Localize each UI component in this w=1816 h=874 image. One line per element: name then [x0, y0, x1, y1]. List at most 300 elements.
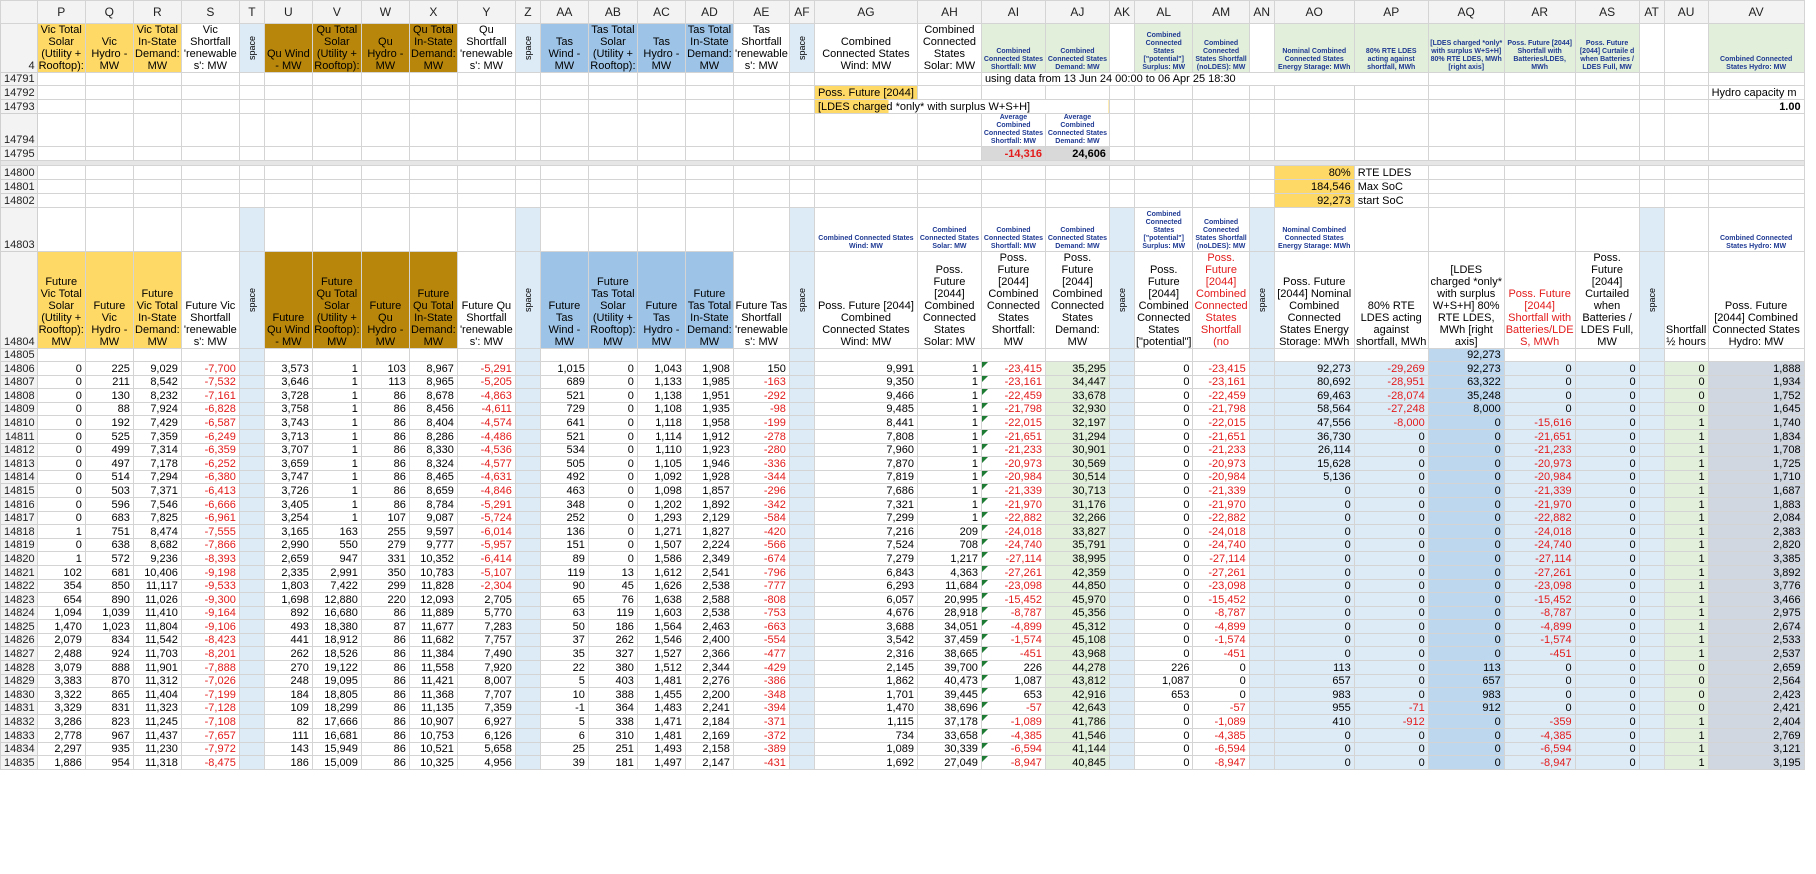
cell-p[interactable]: 654: [37, 593, 85, 607]
cell-am[interactable]: -22,015: [1193, 416, 1249, 430]
cell-ae[interactable]: -98: [733, 402, 789, 416]
row-header[interactable]: 14808: [1, 389, 38, 403]
cell-ao[interactable]: 0: [1274, 593, 1354, 607]
cell-am[interactable]: -24,018: [1193, 525, 1249, 539]
cell-s[interactable]: -7,199: [181, 688, 239, 702]
cell-al[interactable]: 0: [1134, 525, 1193, 539]
header-aa[interactable]: Tas Wind - MW: [540, 24, 588, 73]
cell-ah[interactable]: 209: [917, 525, 981, 539]
cell-al[interactable]: 653: [1134, 688, 1193, 702]
cell-aa[interactable]: 10: [540, 688, 588, 702]
cell[interactable]: [917, 194, 981, 208]
cell-ac[interactable]: 1,471: [637, 715, 685, 729]
row-header[interactable]: 14818: [1, 525, 38, 539]
sub-header-ai[interactable]: Combined Connected States Shortfall: MW: [981, 208, 1045, 252]
row-header[interactable]: 14832: [1, 715, 38, 729]
cell[interactable]: [1708, 147, 1804, 161]
cell-av[interactable]: 1,687: [1708, 484, 1804, 498]
cell-aj[interactable]: 30,713: [1045, 484, 1109, 498]
cell[interactable]: [515, 100, 540, 114]
cell[interactable]: [637, 114, 685, 147]
cell-q[interactable]: 192: [85, 416, 133, 430]
cell-y[interactable]: -4,846: [457, 484, 515, 498]
cell-w[interactable]: 299: [361, 579, 409, 593]
cell-ad[interactable]: 2,541: [685, 565, 733, 579]
cell-v[interactable]: 1: [312, 470, 361, 484]
sub-header-ao[interactable]: Nominal Combined Connected States Energy Starage: MWh: [1274, 208, 1354, 252]
cell-s[interactable]: -9,198: [181, 565, 239, 579]
cell-ag[interactable]: 1,115: [814, 715, 917, 729]
cell-ar[interactable]: -21,970: [1504, 497, 1575, 511]
cell-ar[interactable]: -21,233: [1504, 443, 1575, 457]
cell-aq[interactable]: 0: [1428, 756, 1504, 770]
cell[interactable]: [1708, 73, 1804, 86]
cell-aj[interactable]: 44,278: [1045, 661, 1109, 675]
cell-ar[interactable]: 0: [1504, 362, 1575, 376]
cell-aj[interactable]: 41,786: [1045, 715, 1109, 729]
cell-am[interactable]: -22,459: [1193, 389, 1249, 403]
cell-r[interactable]: 11,410: [133, 606, 181, 620]
future-header-at[interactable]: [1639, 252, 1664, 349]
future-header-aj[interactable]: Poss. Future [2044] Combined Connected States Demand: MW: [1045, 252, 1109, 349]
cell-ae[interactable]: -342: [733, 497, 789, 511]
row-header[interactable]: 14793: [1, 100, 38, 114]
cell-au[interactable]: 0: [1664, 701, 1708, 715]
cell[interactable]: [814, 180, 917, 194]
cell[interactable]: [85, 86, 133, 100]
cell-w[interactable]: 350: [361, 565, 409, 579]
cell-aq[interactable]: 0: [1428, 538, 1504, 552]
cell-r[interactable]: 7,314: [133, 443, 181, 457]
cell[interactable]: [1249, 208, 1274, 252]
cell-ah[interactable]: 20,995: [917, 593, 981, 607]
cell[interactable]: [917, 114, 981, 147]
cell-as[interactable]: 0: [1575, 457, 1639, 471]
cell[interactable]: [264, 349, 312, 362]
cell-av[interactable]: 2,084: [1708, 511, 1804, 525]
cell-ae[interactable]: -344: [733, 470, 789, 484]
cell-ah[interactable]: 1: [917, 511, 981, 525]
cell-v[interactable]: 1: [312, 429, 361, 443]
cell-s[interactable]: -7,657: [181, 729, 239, 743]
cell-w[interactable]: 86: [361, 443, 409, 457]
cell-w[interactable]: 86: [361, 402, 409, 416]
column-header-av[interactable]: AV: [1708, 1, 1804, 24]
cell-al[interactable]: 0: [1134, 756, 1193, 770]
cell-u[interactable]: 3,659: [264, 457, 312, 471]
cell-q[interactable]: 890: [85, 593, 133, 607]
cell-v[interactable]: 1: [312, 416, 361, 430]
cell-ag[interactable]: 7,808: [814, 429, 917, 443]
cell[interactable]: [981, 180, 1045, 194]
cell-x[interactable]: 11,558: [409, 661, 457, 675]
cell[interactable]: [1354, 147, 1428, 161]
cell[interactable]: [1354, 86, 1428, 100]
cell[interactable]: [409, 349, 457, 362]
cell[interactable]: [37, 349, 85, 362]
cell-ab[interactable]: 0: [588, 525, 637, 539]
cell[interactable]: [361, 147, 409, 161]
cell[interactable]: [1274, 86, 1354, 100]
cell[interactable]: [1639, 208, 1664, 252]
cell-ai[interactable]: -6,594: [981, 742, 1045, 756]
cell-ab[interactable]: 0: [588, 552, 637, 566]
cell-ah[interactable]: 11,684: [917, 579, 981, 593]
cell-x[interactable]: 8,330: [409, 443, 457, 457]
cell-y[interactable]: -5,291: [457, 497, 515, 511]
cell-al[interactable]: 1,087: [1134, 674, 1193, 688]
cell-ab[interactable]: 13: [588, 565, 637, 579]
cell-ai[interactable]: -24,018: [981, 525, 1045, 539]
cell-aj[interactable]: 42,643: [1045, 701, 1109, 715]
cell-ai[interactable]: 653: [981, 688, 1045, 702]
cell-aj[interactable]: 31,294: [1045, 429, 1109, 443]
cell-au[interactable]: 0: [1664, 402, 1708, 416]
cell-ac[interactable]: 1,202: [637, 497, 685, 511]
cell-s[interactable]: -9,164: [181, 606, 239, 620]
cell-ah[interactable]: 39,700: [917, 661, 981, 675]
cell-ao[interactable]: 0: [1274, 511, 1354, 525]
cell[interactable]: [85, 349, 133, 362]
cell-r[interactable]: 8,542: [133, 375, 181, 389]
cell-ad[interactable]: 1,827: [685, 525, 733, 539]
cell-u[interactable]: 3,747: [264, 470, 312, 484]
cell[interactable]: [85, 147, 133, 161]
cell-r[interactable]: 11,703: [133, 647, 181, 661]
cell-s[interactable]: -8,423: [181, 633, 239, 647]
cell-am[interactable]: -57: [1193, 701, 1249, 715]
cell-ag[interactable]: 7,870: [814, 457, 917, 471]
row-header[interactable]: 14825: [1, 620, 38, 634]
header-p[interactable]: Vic Total Solar (Utility + Rooftop):: [38, 24, 84, 72]
cell[interactable]: [312, 114, 361, 147]
cell-y[interactable]: 2,705: [457, 593, 515, 607]
cell[interactable]: [637, 166, 685, 180]
cell-ar[interactable]: 0: [1504, 661, 1575, 675]
cell-u[interactable]: 82: [264, 715, 312, 729]
cell-y[interactable]: -5,107: [457, 565, 515, 579]
cell-aq[interactable]: 0: [1428, 729, 1504, 743]
cell-ab[interactable]: 0: [588, 511, 637, 525]
cell[interactable]: [733, 166, 789, 180]
cell-ai[interactable]: -8,787: [981, 606, 1045, 620]
cell[interactable]: [515, 147, 540, 161]
cell-v[interactable]: 18,380: [312, 620, 361, 634]
cell-ah[interactable]: 34,051: [917, 620, 981, 634]
cell-ag[interactable]: 7,279: [814, 552, 917, 566]
cell[interactable]: [181, 208, 239, 252]
cell[interactable]: [361, 349, 409, 362]
cell-au[interactable]: 1: [1664, 729, 1708, 743]
cell-p[interactable]: 0: [37, 457, 85, 471]
cell-ab[interactable]: 380: [588, 661, 637, 675]
cell[interactable]: [1193, 100, 1249, 114]
cell-ah[interactable]: 38,665: [917, 647, 981, 661]
cell[interactable]: [1664, 86, 1708, 100]
cell-s[interactable]: -7,026: [181, 674, 239, 688]
column-header-aq[interactable]: AQ: [1428, 1, 1504, 24]
cell-q[interactable]: 751: [85, 525, 133, 539]
header-y[interactable]: Qu Shortfall 'renewable s': MW: [457, 24, 515, 73]
cell-as[interactable]: 0: [1575, 470, 1639, 484]
cell-av[interactable]: 2,975: [1708, 606, 1804, 620]
cell[interactable]: [1428, 166, 1504, 180]
cell-ag[interactable]: 6,843: [814, 565, 917, 579]
cell-ac[interactable]: 1,293: [637, 511, 685, 525]
cell-ao[interactable]: 0: [1274, 729, 1354, 743]
cell-ar[interactable]: -20,984: [1504, 470, 1575, 484]
cell-ae[interactable]: -584: [733, 511, 789, 525]
cell-q[interactable]: 683: [85, 511, 133, 525]
cell-ar[interactable]: 0: [1504, 389, 1575, 403]
cell-u[interactable]: 1,698: [264, 593, 312, 607]
cell-x[interactable]: 10,521: [409, 742, 457, 756]
cell-ae[interactable]: -808: [733, 593, 789, 607]
cell-ai[interactable]: -21,651: [981, 429, 1045, 443]
cell-q[interactable]: 572: [85, 552, 133, 566]
cell-u[interactable]: 186: [264, 756, 312, 770]
header-ah[interactable]: Combined Connected States Solar: MW: [917, 24, 981, 73]
cell-r[interactable]: 7,371: [133, 484, 181, 498]
cell-ar[interactable]: -24,740: [1504, 538, 1575, 552]
cell-aa[interactable]: 63: [540, 606, 588, 620]
cell-ar[interactable]: -4,385: [1504, 729, 1575, 743]
column-header-t[interactable]: T: [239, 1, 264, 24]
cell-ar[interactable]: -15,616: [1504, 416, 1575, 430]
cell-ap[interactable]: 0: [1354, 606, 1428, 620]
row-header[interactable]: 14831: [1, 701, 38, 715]
cell-al[interactable]: 0: [1134, 620, 1193, 634]
cell-ab[interactable]: 181: [588, 756, 637, 770]
cell-ag[interactable]: 7,819: [814, 470, 917, 484]
cell-aq[interactable]: 0: [1428, 484, 1504, 498]
cell-w[interactable]: 331: [361, 552, 409, 566]
cell-p[interactable]: 1: [37, 552, 85, 566]
cell-q[interactable]: 924: [85, 647, 133, 661]
cell-aj[interactable]: 41,546: [1045, 729, 1109, 743]
cell-al[interactable]: 0: [1134, 389, 1193, 403]
cell-ac[interactable]: 1,118: [637, 416, 685, 430]
cell-u[interactable]: 109: [264, 701, 312, 715]
cell-al[interactable]: 0: [1134, 484, 1193, 498]
cell-aa[interactable]: 89: [540, 552, 588, 566]
cell-ap[interactable]: -912: [1354, 715, 1428, 729]
column-header-ah[interactable]: AH: [917, 1, 981, 24]
cell-v[interactable]: 1: [312, 457, 361, 471]
cell-aq[interactable]: 0: [1428, 633, 1504, 647]
cell-aa[interactable]: 5: [540, 674, 588, 688]
cell-am[interactable]: -15,452: [1193, 593, 1249, 607]
cell-q[interactable]: 888: [85, 661, 133, 675]
cell[interactable]: [1045, 349, 1109, 362]
cell-aq[interactable]: 35,248: [1428, 389, 1504, 403]
cell-y[interactable]: -5,957: [457, 538, 515, 552]
cell-y[interactable]: -4,863: [457, 389, 515, 403]
cell-am[interactable]: -21,651: [1193, 429, 1249, 443]
cell-ah[interactable]: 1: [917, 389, 981, 403]
cell[interactable]: [239, 114, 264, 147]
cell-am[interactable]: -1,574: [1193, 633, 1249, 647]
header-an[interactable]: [1249, 24, 1274, 73]
cell[interactable]: [37, 114, 85, 147]
cell-s[interactable]: -8,393: [181, 552, 239, 566]
cell-y[interactable]: -6,014: [457, 525, 515, 539]
cell-ah[interactable]: 1: [917, 429, 981, 443]
cell[interactable]: [733, 86, 789, 100]
cell[interactable]: [1504, 147, 1575, 161]
cell-q[interactable]: 1,023: [85, 620, 133, 634]
cell[interactable]: [789, 100, 814, 114]
cell-aj[interactable]: 32,930: [1045, 402, 1109, 416]
cell[interactable]: [1639, 100, 1664, 114]
cell-ad[interactable]: 1,958: [685, 416, 733, 430]
row-header[interactable]: 14816: [1, 497, 38, 511]
cell[interactable]: [1664, 180, 1708, 194]
header-u[interactable]: Qu Wind - MW: [264, 24, 312, 73]
cell[interactable]: [312, 147, 361, 161]
cell-r[interactable]: 8,474: [133, 525, 181, 539]
cell-au[interactable]: 1: [1664, 756, 1708, 770]
cell-al[interactable]: 0: [1134, 593, 1193, 607]
future-header-al[interactable]: Poss. Future [2044] Combined Connected States ["potential"]: [1134, 252, 1193, 349]
cell-av[interactable]: 1,710: [1708, 470, 1804, 484]
cell[interactable]: [264, 208, 312, 252]
cell[interactable]: [917, 166, 981, 180]
cell[interactable]: [37, 194, 85, 208]
cell-am[interactable]: -6,594: [1193, 742, 1249, 756]
cell-aq[interactable]: 0: [1428, 579, 1504, 593]
cell-w[interactable]: 87: [361, 620, 409, 634]
cell-v[interactable]: 18,912: [312, 633, 361, 647]
sub-header-am[interactable]: Combined Connected States Shortfall (noLDES): MW: [1193, 208, 1249, 252]
cell[interactable]: [1428, 194, 1504, 208]
cell[interactable]: [588, 114, 637, 147]
cell[interactable]: [457, 86, 515, 100]
cell-s[interactable]: -6,413: [181, 484, 239, 498]
cell-ai[interactable]: -20,984: [981, 470, 1045, 484]
cell-ac[interactable]: 1,481: [637, 729, 685, 743]
cell[interactable]: [409, 100, 457, 114]
cell-p[interactable]: 3,286: [37, 715, 85, 729]
cell-y[interactable]: 8,007: [457, 674, 515, 688]
cell-ab[interactable]: 327: [588, 647, 637, 661]
cell[interactable]: [685, 100, 733, 114]
row-header[interactable]: 14827: [1, 647, 38, 661]
cell-ar[interactable]: -451: [1504, 647, 1575, 661]
cell-as[interactable]: 0: [1575, 402, 1639, 416]
cell-as[interactable]: 0: [1575, 443, 1639, 457]
cell-ag[interactable]: 1,692: [814, 756, 917, 770]
cell-aa[interactable]: 252: [540, 511, 588, 525]
cell[interactable]: [37, 86, 85, 100]
cell-au[interactable]: 1: [1664, 633, 1708, 647]
cell-aq[interactable]: 983: [1428, 688, 1504, 702]
cell-w[interactable]: 86: [361, 715, 409, 729]
cell-am[interactable]: 0: [1193, 661, 1249, 675]
cell-y[interactable]: 5,770: [457, 606, 515, 620]
cell-ad[interactable]: 1,857: [685, 484, 733, 498]
cell-ai[interactable]: -15,452: [981, 593, 1045, 607]
cell-r[interactable]: 9,029: [133, 362, 181, 376]
cell[interactable]: [1354, 208, 1428, 252]
cell-ad[interactable]: 2,276: [685, 674, 733, 688]
cell[interactable]: [1504, 166, 1575, 180]
cell-y[interactable]: 6,927: [457, 715, 515, 729]
cell-ag[interactable]: 4,676: [814, 606, 917, 620]
cell-y[interactable]: -4,486: [457, 429, 515, 443]
avg-demand-label[interactable]: Average Combined Connected States Demand: MW: [1045, 114, 1109, 147]
cell-u[interactable]: 3,405: [264, 497, 312, 511]
cell-w[interactable]: 86: [361, 674, 409, 688]
cell-w[interactable]: 86: [361, 470, 409, 484]
cell-w[interactable]: 107: [361, 511, 409, 525]
cell-ac[interactable]: 1,612: [637, 565, 685, 579]
cell[interactable]: [515, 208, 540, 252]
cell[interactable]: [133, 100, 181, 114]
cell-ah[interactable]: 1: [917, 375, 981, 389]
cell-w[interactable]: 86: [361, 661, 409, 675]
cell[interactable]: [1428, 147, 1504, 161]
row-header[interactable]: 14809: [1, 402, 38, 416]
column-header-y[interactable]: Y: [457, 1, 515, 24]
cell[interactable]: [409, 147, 457, 161]
cell[interactable]: [312, 208, 361, 252]
cell-ac[interactable]: 1,481: [637, 674, 685, 688]
cell-w[interactable]: 86: [361, 742, 409, 756]
sub-header-al[interactable]: Combined Connected States ["potential"] Surplus: MW: [1134, 208, 1193, 252]
cell-ap[interactable]: 0: [1354, 579, 1428, 593]
cell-p[interactable]: 0: [37, 443, 85, 457]
cell-ag[interactable]: 6,293: [814, 579, 917, 593]
cell[interactable]: [1193, 114, 1249, 147]
cell-p[interactable]: 0: [37, 416, 85, 430]
hydro-capacity-label[interactable]: Hydro capacity m: [1708, 86, 1804, 100]
cell[interactable]: [1134, 114, 1193, 147]
cell-av[interactable]: 1,708: [1708, 443, 1804, 457]
cell-ah[interactable]: 708: [917, 538, 981, 552]
cell-ac[interactable]: 1,493: [637, 742, 685, 756]
cell[interactable]: [1249, 194, 1274, 208]
cell-x[interactable]: 10,352: [409, 552, 457, 566]
cell-ar[interactable]: -1,574: [1504, 633, 1575, 647]
cell-r[interactable]: 11,901: [133, 661, 181, 675]
cell-av[interactable]: 1,752: [1708, 389, 1804, 403]
header-w[interactable]: Qu Hydro - MW: [361, 24, 409, 73]
cell-ae[interactable]: -566: [733, 538, 789, 552]
future-header-ar[interactable]: Poss. Future [2044] Shortfall with Batteries/LDE S, MWh: [1504, 252, 1575, 349]
cell-s[interactable]: -7,972: [181, 742, 239, 756]
cell[interactable]: [1428, 73, 1504, 86]
cell-w[interactable]: 86: [361, 389, 409, 403]
row-header[interactable]: 14821: [1, 565, 38, 579]
cell-r[interactable]: 11,323: [133, 701, 181, 715]
cell[interactable]: [1428, 114, 1504, 147]
cell-s[interactable]: -6,380: [181, 470, 239, 484]
cell[interactable]: [1708, 114, 1804, 147]
cell-u[interactable]: 2,990: [264, 538, 312, 552]
cell-q[interactable]: 850: [85, 579, 133, 593]
cell[interactable]: [588, 208, 637, 252]
future-header-w[interactable]: Future Qu Hydro - MW: [361, 252, 409, 349]
cell-ar[interactable]: -23,098: [1504, 579, 1575, 593]
cell-ag[interactable]: 9,991: [814, 362, 917, 376]
cell[interactable]: [1109, 100, 1134, 114]
sub-header-aj[interactable]: Combined Connected States Demand: MW: [1045, 208, 1109, 252]
cell[interactable]: [181, 114, 239, 147]
cell[interactable]: [540, 114, 588, 147]
column-header-z[interactable]: Z: [515, 1, 540, 24]
cell-aq[interactable]: 0: [1428, 565, 1504, 579]
